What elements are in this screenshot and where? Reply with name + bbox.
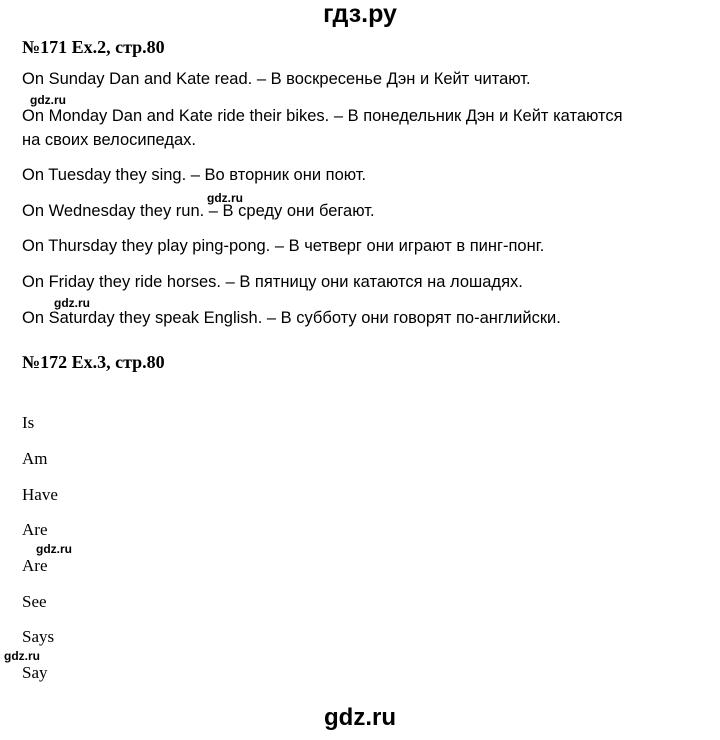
ex172-answer-1: Is [22, 413, 35, 432]
ex171-line-friday: On Friday they ride horses. – В пятницу они катаются на лошадях. [22, 273, 523, 291]
footer-site-logo: gdz.ru [324, 704, 396, 731]
ex171-line-sunday: On Sunday Dan and Kate read. – В воскресенье Дэн и Кейт читают. [22, 70, 531, 88]
ex171-line-monday: On Monday Dan and Kate ride their bikes. – В понедельник Дэн и Кейт катаются [22, 107, 623, 125]
ex172-answer-8: Say [22, 663, 48, 682]
ex172-answer-6: See [22, 592, 47, 611]
watermark: gdz.ru [30, 93, 66, 107]
ex172-answer-7: Says [22, 627, 55, 646]
ex172-answer-2: Am [22, 449, 48, 468]
watermark: gdz.ru [54, 296, 90, 310]
ex172-answer-4: Are [22, 520, 48, 539]
ex171-line-tuesday: On Tuesday they sing. – Во вторник они поют. [22, 166, 367, 184]
ex171-line-saturday: On Saturday they speak English. – В субботу они говорят по-английски. [22, 309, 561, 327]
watermark: gdz.ru [4, 649, 40, 663]
exercise-172-heading: №172 Ex.3, стр.80 [22, 352, 165, 372]
ex172-answer-3: Have [22, 485, 58, 504]
header-site-logo: гдз.ру [323, 0, 397, 28]
ex171-line-wednesday: On Wednesday they run. – В среду они бегают. [22, 202, 375, 220]
exercise-171-heading: №171 Ex.2, стр.80 [22, 37, 165, 57]
ex172-answer-5: Are [22, 556, 48, 575]
ex171-line-monday-cont: на своих велосипедах. [22, 131, 196, 149]
watermark: gdz.ru [207, 191, 243, 205]
ex171-line-thursday: On Thursday they play ping-pong. – В четверг они играют в пинг-понг. [22, 237, 545, 255]
watermark: gdz.ru [36, 542, 72, 556]
